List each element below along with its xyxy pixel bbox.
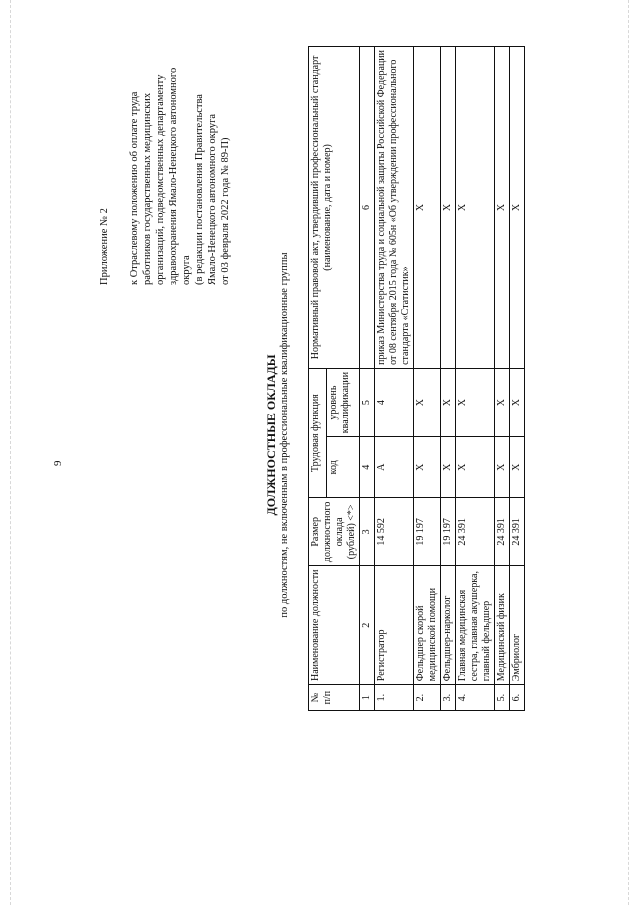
row-level: 4 xyxy=(375,368,414,436)
header-standard: Нормативный правовой акт, утвердивший профессиональный стандарт (наименование, дата и номер) xyxy=(309,47,360,369)
table-row xyxy=(510,47,525,711)
row-num: 6. xyxy=(510,685,525,711)
row-level: X xyxy=(510,368,525,436)
row-level: X xyxy=(441,368,456,436)
row-name: Регистратор xyxy=(375,566,414,685)
row-name: Фельдшер-нарколог xyxy=(441,566,456,685)
column-number: 5 xyxy=(360,368,375,436)
row-name: Главная медицинская сестра, главная акушерка, главный фельдшер xyxy=(456,566,495,685)
row-name: Фельдшер скорой медицинской помощи xyxy=(414,566,441,685)
row-code: X xyxy=(441,437,456,498)
row-code: X xyxy=(414,437,441,498)
appendix-block xyxy=(98,15,232,285)
row-salary: 14 592 xyxy=(375,498,414,566)
table-row xyxy=(441,47,456,711)
row-num: 2. xyxy=(414,685,441,711)
header-name: Наименование должности xyxy=(309,566,360,685)
table-row xyxy=(375,47,414,711)
row-code: X xyxy=(495,437,510,498)
row-standard: X xyxy=(510,47,525,369)
row-code: X xyxy=(510,437,525,498)
appendix-line: здравоохранения Ямало-Ненецкого автономного xyxy=(168,67,179,285)
appendix-line: округа xyxy=(181,255,192,285)
appendix-line: к Отраслевому положению об оплате труда xyxy=(129,91,140,285)
row-salary: 19 197 xyxy=(441,498,456,566)
row-standard: X xyxy=(441,47,456,369)
row-code: А xyxy=(375,437,414,498)
page-number: 9 xyxy=(52,460,64,466)
header-code: код xyxy=(327,437,360,498)
row-code: X xyxy=(456,437,495,498)
document-heading: ДОЛЖНОСТНЫЕ ОКЛАДЫ xyxy=(264,354,278,516)
row-num: 3. xyxy=(441,685,456,711)
row-level: X xyxy=(456,368,495,436)
header-num: № п/п xyxy=(309,685,360,711)
table-row xyxy=(456,47,495,711)
row-standard: X xyxy=(456,47,495,369)
row-standard: X xyxy=(495,47,510,369)
document-subheading: по должностям, не включенным в профессиональные квалификационные группы xyxy=(279,252,290,618)
row-name: Медицинский физик xyxy=(495,566,510,685)
row-standard: приказ Министерства труда и социальной защиты Российской Федерации от 08 сентября 2015 года № 605н «Об утверждении профессионального стандарта «Статистик» xyxy=(375,47,414,369)
row-num: 4. xyxy=(456,685,495,711)
appendix-line: организаций, подведомственных департаменту xyxy=(155,74,166,285)
column-number: 2 xyxy=(360,566,375,685)
salary-table xyxy=(308,46,525,711)
row-salary: 19 197 xyxy=(414,498,441,566)
row-num: 5. xyxy=(495,685,510,711)
table-row xyxy=(495,47,510,711)
appendix-line: (в редакции постановления Правительства xyxy=(194,94,205,285)
row-name: Эмбриолог xyxy=(510,566,525,685)
row-num: 1. xyxy=(375,685,414,711)
row-level: X xyxy=(495,368,510,436)
header-labor-function: Трудовая функция xyxy=(309,368,327,497)
column-number: 6 xyxy=(360,47,375,369)
row-salary: 24 391 xyxy=(456,498,495,566)
header-salary: Размер должностного оклада (рублей) <*> xyxy=(309,498,360,566)
table-row xyxy=(414,47,441,711)
row-salary: 24 391 xyxy=(495,498,510,566)
appendix-title: Приложение № 2 xyxy=(99,208,110,285)
header-level: уровень квалификации xyxy=(327,368,360,436)
appendix-line: работников государственных медицинских xyxy=(142,92,153,285)
row-level: X xyxy=(414,368,441,436)
appendix-line: Ямало-Ненецкого автономного округа xyxy=(207,113,218,285)
column-number: 3 xyxy=(360,498,375,566)
row-salary: 24 391 xyxy=(510,498,525,566)
column-number: 4 xyxy=(360,437,375,498)
row-standard: X xyxy=(414,47,441,369)
column-number: 1 xyxy=(360,685,375,711)
appendix-line: от 03 февраля 2022 года № 89-П) xyxy=(220,137,231,285)
